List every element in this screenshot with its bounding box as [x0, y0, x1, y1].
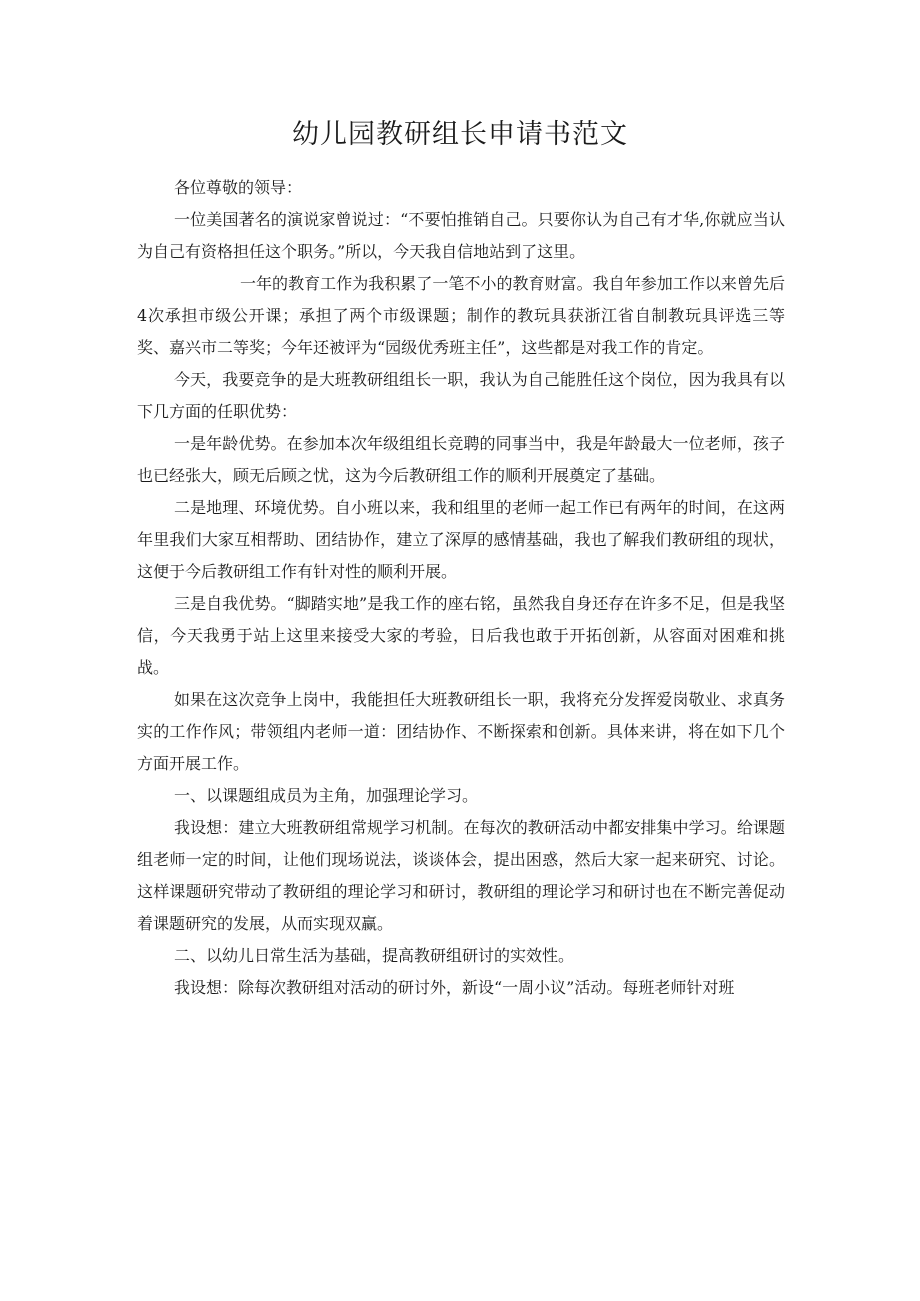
- paragraph-experience: 一年的教育工作为我积累了一笔不小的教育财富。我自年参加工作以来曾先后4次承担市级公开课；承担了两个市级课题；制作的教玩具获浙江省自制教玩具评选三等奖、嘉兴市二等奖；今年还被评为“园级优秀班主任”，这些都是对我工作的肯定。: [137, 274, 785, 357]
- paragraph-plan-intro: 如果在这次竞争上岗中，我能担任大班教研组长一职，我将充分发挥爱岗敬业、求真务实的工作作风；带领组内老师一道：团结协作、不断探索和创新。具体来讲，将在如下几个方面开展工作。: [137, 690, 785, 773]
- paragraph-quote: 一位美国著名的演说家曾说过：“不要怕推销自己。只要你认为自己有才华,你就应当认为自己有资格担任这个职务。”所以，今天我自信地站到了这里。: [137, 210, 785, 261]
- document-title: 幼儿园教研组长申请书范文: [292, 119, 628, 150]
- paragraph-advantage-self: 三是自我优势。“脚踏实地”是我工作的座右铭，虽然我自身还存在许多不足，但是我坚信，今天我勇于站上这里来接受大家的考验，日后我也敢于开拓创新，从容面对困难和挑战。: [137, 594, 785, 677]
- paragraph-position: 今天，我要竞争的是大班教研组组长一职，我认为自己能胜任这个岗位，因为我具有以下几方面的任职优势：: [137, 370, 785, 421]
- paragraph-plan-heading-2: 二、以幼儿日常生活为基础，提高教研组研讨的实效性。: [174, 946, 575, 965]
- salutation: 各位尊敬的领导：: [174, 178, 303, 197]
- document-body: [137, 172, 785, 1004]
- paragraph-advantage-age: 一是年龄优势。在参加本次年级组组长竞聘的同事当中，我是年龄最大一位老师，孩子也已经张大，顾无后顾之忧，这为今后教研组工作的顺利开展奠定了基础。: [137, 434, 785, 485]
- paragraph-plan-detail-1: 我设想：建立大班教研组常规学习机制。在每次的教研活动中都安排集中学习。给课题组老师一定的时间，让他们现场说法，谈谈体会，提出困惑，然后大家一起来研究、讨论。这样课题研究带动了教研组的理论学习和研讨，教研组的理论学习和研讨也在不断完善促动着课题研究的发展，从而实现双赢。: [137, 818, 785, 933]
- paragraph-plan-detail-2: 我设想：除每次教研组对活动的研讨外，新设“一周小议”活动。每班老师针对班: [174, 978, 735, 997]
- paragraph-advantage-environment: 二是地理、环境优势。自小班以来，我和组里的老师一起工作已有两年的时间，在这两年里我们大家互相帮助、团结协作，建立了深厚的感情基础，我也了解我们教研组的现状，这便于今后教研组工作有针对性的顺利开展。: [137, 498, 785, 581]
- paragraph-plan-heading-1: 一、以课题组成员为主角，加强理论学习。: [174, 786, 479, 805]
